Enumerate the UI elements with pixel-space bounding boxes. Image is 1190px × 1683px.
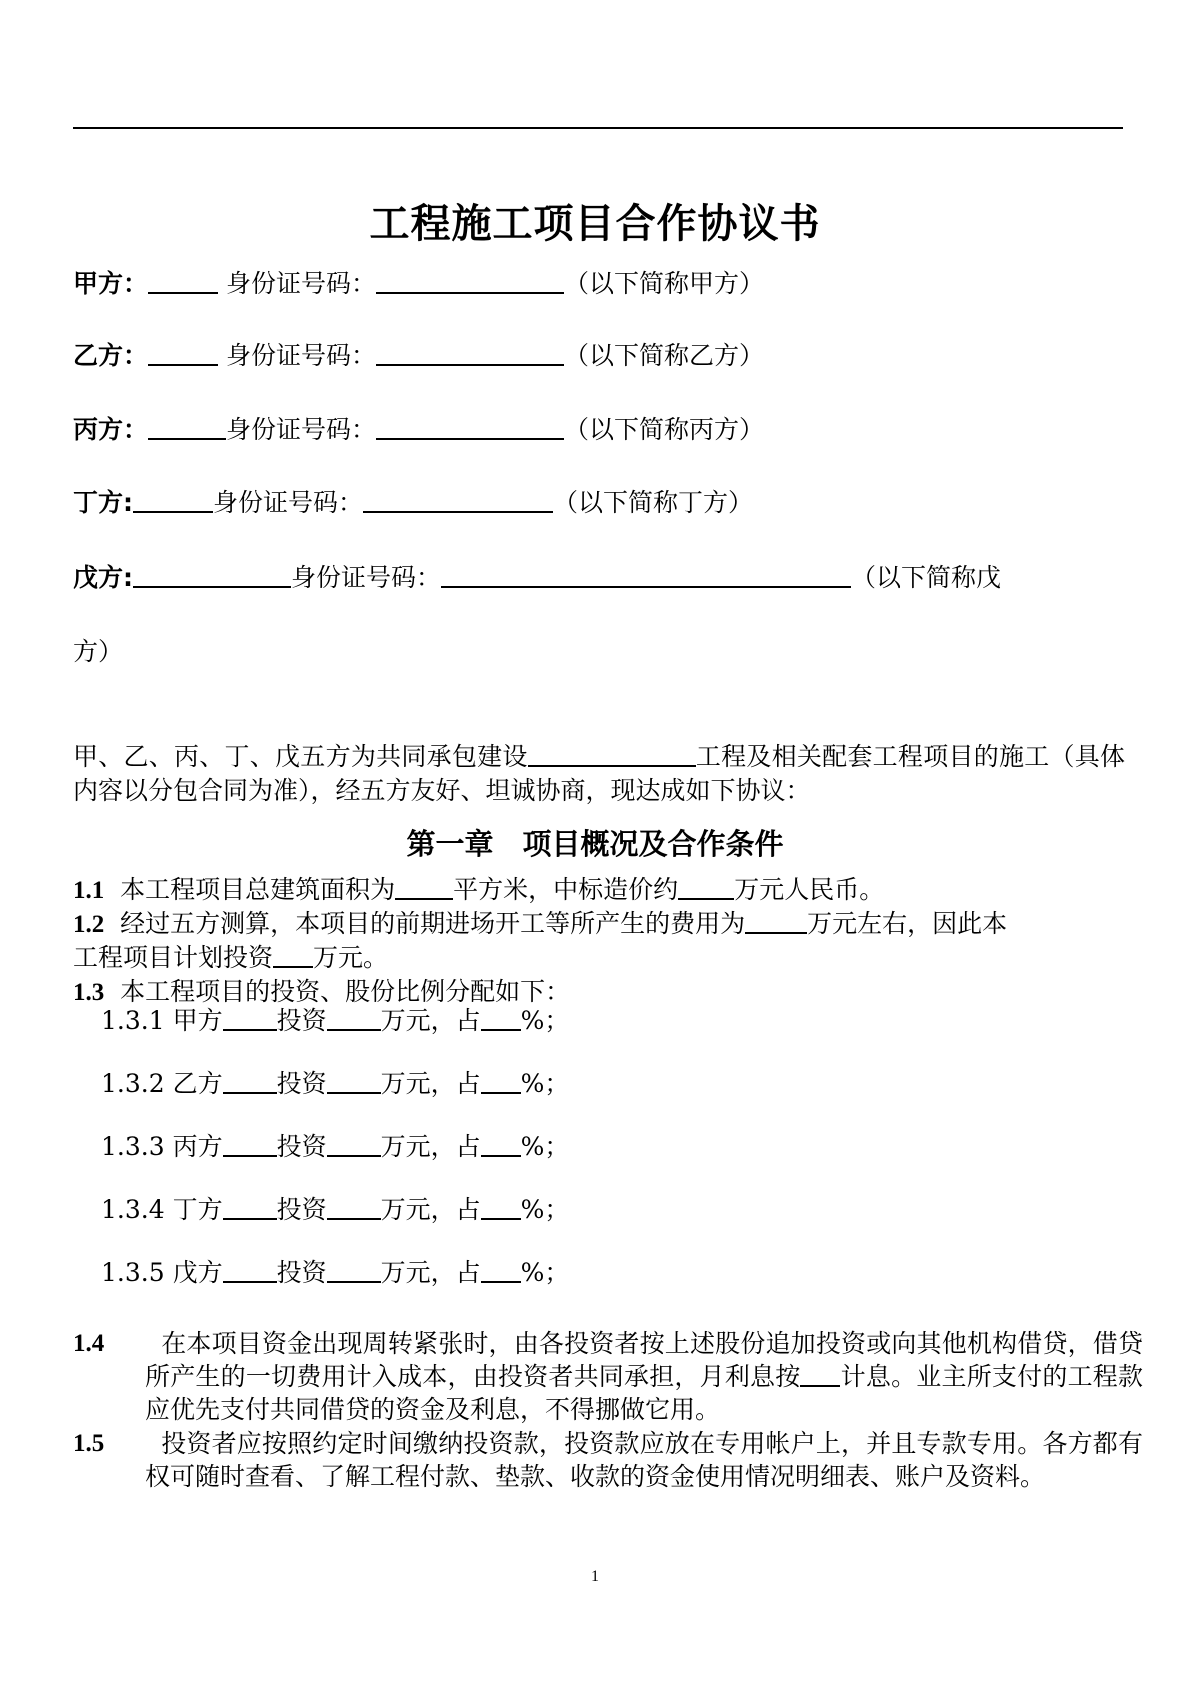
clause-body [145,1427,1143,1493]
share-unit: 万元，占 [380,1132,481,1161]
clause-1-5 [73,1427,1143,1493]
clause-text: 平方米，中标造价约 [453,875,679,904]
header-rule [73,127,1123,129]
id-blank [441,562,851,588]
share-invest: 投资 [276,1069,327,1098]
blank [481,1194,521,1220]
party-name: 丁方 [73,488,124,517]
party-name: 丙方 [73,415,124,444]
share-invest: 投资 [276,1132,327,1161]
share-row [101,1131,569,1163]
name-blank [133,562,291,588]
id-label: 身份证号码： [213,488,364,517]
interest-blank [800,1361,840,1387]
share-number: 1.3.3 [101,1132,165,1161]
party-name: 甲方 [73,269,124,298]
blank [327,1131,381,1157]
name-blank [148,340,218,366]
party-suffix: （以下简称戊 [851,563,1002,592]
party-name: 戊方 [73,563,124,592]
share-invest: 投资 [276,1006,327,1035]
id-blank [376,414,564,440]
share-unit: 万元，占 [380,1258,481,1287]
share-pct: %； [520,1258,570,1287]
blank [327,1005,381,1031]
project-blank [528,741,696,767]
blank [481,1257,521,1283]
share-unit: 万元，占 [380,1006,481,1035]
page-number: 1 [591,1568,599,1585]
share-number: 1.3.4 [101,1195,165,1224]
party-suffix: （以下简称丙方） [564,415,765,444]
clause-text: 本工程项目总建筑面积为 [120,875,396,904]
area-blank [395,874,453,900]
blank [481,1068,521,1094]
blank [223,1068,277,1094]
party-suffix: （以下简称丁方） [553,488,754,517]
party-suffix-continued: 方） [73,637,124,666]
share-number: 1.3.5 [101,1258,165,1287]
clause-1-2 [73,908,1007,941]
party-sep: : [123,563,134,592]
blank [481,1131,521,1157]
clause-text: 经过五方测算，本项目的前期进场开工等所产生的费用为 [120,909,746,938]
clause-text: 万元人民币。 [734,875,885,904]
share-pct: %； [520,1195,570,1224]
share-row [101,1257,569,1289]
blank [223,1257,277,1283]
clause-number: 1.1 [73,877,105,904]
clause-text: 工程项目计划投资 [73,943,274,972]
share-pct: %； [520,1069,570,1098]
clause-text: 万元。 [313,943,389,972]
id-blank [363,487,553,513]
party-sep: ： [123,341,149,370]
blank [223,1131,277,1157]
party-name: 乙方 [73,341,124,370]
party-sep: ： [123,415,149,444]
share-party: 乙方 [172,1069,223,1098]
clause-1-2-cont [73,942,388,974]
blank [223,1005,277,1031]
clause-number: 1.4 [73,1330,105,1357]
share-unit: 万元，占 [380,1195,481,1224]
intro-text-1: 甲、乙、丙、丁、戊五方为共同承包建设 [73,742,528,771]
clause-text: 本工程项目的投资、股份比例分配如下： [120,977,571,1006]
share-party: 丁方 [172,1195,223,1224]
share-unit: 万元，占 [380,1069,481,1098]
cost-blank [745,908,807,934]
share-invest: 投资 [276,1258,327,1287]
clause-body [145,1327,1143,1426]
party-sep: : [123,488,134,517]
party-line-jia [73,268,764,300]
name-blank [133,487,213,513]
share-party: 丙方 [172,1132,223,1161]
document-title: 工程施工项目合作协议书 [369,201,821,247]
clause-text: 在本项目资金出现周转紧张时，由各投资者按上述股份追加投资或向其他机构借贷，借贷所产生的一切费用计入成本，由投资者共同承担，月利息按 [145,1329,1143,1391]
name-blank [148,268,218,294]
id-blank [376,268,564,294]
price-blank [678,874,734,900]
clause-text: 计息。业主所支付的工程款应优先支付共同借贷的资金及利息，不得挪做它用。 [145,1362,1143,1424]
id-label: 身份证号码： [291,563,442,592]
blank [327,1194,381,1220]
share-invest: 投资 [276,1195,327,1224]
clause-1-4 [73,1327,1143,1426]
id-label: 身份证号码： [225,269,376,298]
name-blank [148,414,226,440]
id-label: 身份证号码： [226,415,377,444]
share-pct: %； [520,1006,570,1035]
intro-paragraph [73,740,1125,808]
intro-text-2: 工程及相关配套工程项目的施工（具体内容以分包合同为准），经五方友好、坦诚协商，现达成如下协议： [73,742,1125,805]
id-blank [376,340,564,366]
id-label: 身份证号码： [225,341,376,370]
blank [223,1194,277,1220]
share-row [101,1194,569,1226]
share-pct: %； [520,1132,570,1161]
party-line-wu [73,562,1001,594]
party-line-ding [73,487,753,519]
party-suffix: （以下简称甲方） [564,269,765,298]
clause-number: 1.5 [73,1430,105,1457]
clause-1-1 [73,874,884,907]
share-number: 1.3.2 [101,1069,165,1098]
blank [327,1257,381,1283]
blank [327,1068,381,1094]
investment-blank [273,942,313,968]
share-party: 戊方 [172,1258,223,1287]
clause-number: 1.2 [73,911,105,938]
blank [481,1005,521,1031]
share-row [101,1005,569,1037]
share-row [101,1068,569,1100]
chapter-heading: 第一章 项目概况及合作条件 [406,827,784,861]
clause-text: 投资者应按照约定时间缴纳投资款，投资款应放在专用帐户上，并且专款专用。各方都有权可随时查看、了解工程付款、垫款、收款的资金使用情况明细表、账户及资料。 [145,1429,1143,1491]
party-line-yi [73,340,764,372]
party-suffix: （以下简称乙方） [564,341,765,370]
party-sep: ： [123,269,149,298]
share-number: 1.3.1 [101,1006,165,1035]
share-party: 甲方 [172,1006,223,1035]
party-line-bing [73,414,764,446]
clause-text: 万元左右，因此本 [807,909,1008,938]
clause-number: 1.3 [73,979,105,1006]
